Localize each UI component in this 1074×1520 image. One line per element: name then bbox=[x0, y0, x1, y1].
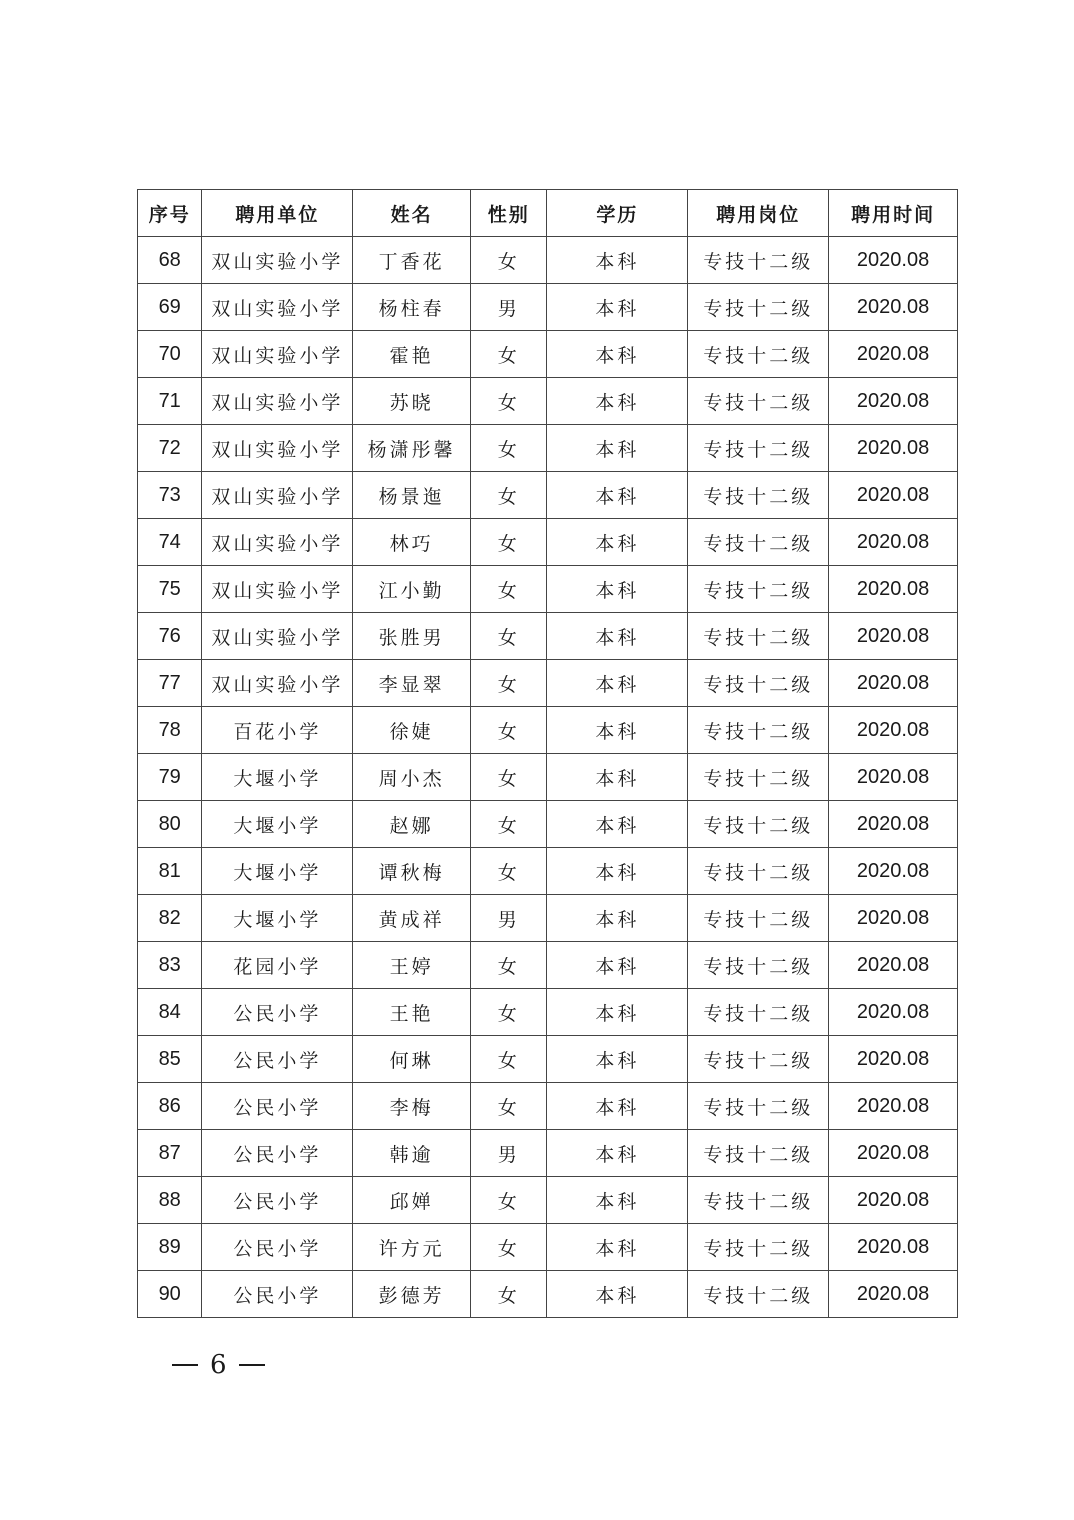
cell-hiring-unit: 双山实验小学 bbox=[202, 519, 353, 566]
cell-hiring-unit: 大堰小学 bbox=[202, 754, 353, 801]
cell-education: 本科 bbox=[547, 660, 688, 707]
cell-position: 专技十二级 bbox=[688, 237, 829, 284]
cell-position: 专技十二级 bbox=[688, 660, 829, 707]
cell-gender: 女 bbox=[471, 660, 547, 707]
table-row bbox=[138, 472, 958, 519]
cell-serial-number: 71 bbox=[138, 378, 202, 425]
cell-name: 黄成祥 bbox=[353, 895, 471, 942]
cell-hiring-time: 2020.08 bbox=[829, 1224, 958, 1271]
cell-education: 本科 bbox=[547, 284, 688, 331]
cell-gender: 女 bbox=[471, 1083, 547, 1130]
cell-position: 专技十二级 bbox=[688, 707, 829, 754]
cell-gender: 女 bbox=[471, 519, 547, 566]
cell-serial-number: 74 bbox=[138, 519, 202, 566]
cell-serial-number: 72 bbox=[138, 425, 202, 472]
table-body bbox=[138, 237, 958, 1318]
cell-hiring-time: 2020.08 bbox=[829, 1177, 958, 1224]
cell-position: 专技十二级 bbox=[688, 566, 829, 613]
cell-name: 林巧 bbox=[353, 519, 471, 566]
cell-serial-number: 85 bbox=[138, 1036, 202, 1083]
cell-serial-number: 68 bbox=[138, 237, 202, 284]
cell-education: 本科 bbox=[547, 754, 688, 801]
cell-hiring-time: 2020.08 bbox=[829, 989, 958, 1036]
cell-serial-number: 70 bbox=[138, 331, 202, 378]
cell-gender: 男 bbox=[471, 895, 547, 942]
cell-hiring-time: 2020.08 bbox=[829, 378, 958, 425]
header-education: 学历 bbox=[547, 190, 688, 237]
cell-education: 本科 bbox=[547, 1224, 688, 1271]
cell-hiring-unit: 双山实验小学 bbox=[202, 660, 353, 707]
page-number bbox=[172, 1347, 265, 1383]
cell-education: 本科 bbox=[547, 331, 688, 378]
cell-position: 专技十二级 bbox=[688, 331, 829, 378]
cell-position: 专技十二级 bbox=[688, 942, 829, 989]
cell-gender: 女 bbox=[471, 1224, 547, 1271]
cell-hiring-unit: 公民小学 bbox=[202, 989, 353, 1036]
cell-name: 丁香花 bbox=[353, 237, 471, 284]
cell-hiring-time: 2020.08 bbox=[829, 660, 958, 707]
cell-gender: 女 bbox=[471, 425, 547, 472]
cell-position: 专技十二级 bbox=[688, 801, 829, 848]
cell-hiring-unit: 双山实验小学 bbox=[202, 284, 353, 331]
cell-gender: 女 bbox=[471, 942, 547, 989]
table-row bbox=[138, 707, 958, 754]
cell-gender: 女 bbox=[471, 1271, 547, 1318]
cell-position: 专技十二级 bbox=[688, 1271, 829, 1318]
cell-name: 杨景迤 bbox=[353, 472, 471, 519]
cell-name: 杨潇彤馨 bbox=[353, 425, 471, 472]
cell-serial-number: 81 bbox=[138, 848, 202, 895]
cell-name: 许方元 bbox=[353, 1224, 471, 1271]
cell-gender: 女 bbox=[471, 237, 547, 284]
header-hiring-time: 聘用时间 bbox=[829, 190, 958, 237]
cell-position: 专技十二级 bbox=[688, 1036, 829, 1083]
cell-name: 彭德芳 bbox=[353, 1271, 471, 1318]
cell-name: 徐婕 bbox=[353, 707, 471, 754]
table-row bbox=[138, 613, 958, 660]
cell-gender: 男 bbox=[471, 1130, 547, 1177]
cell-education: 本科 bbox=[547, 1177, 688, 1224]
cell-education: 本科 bbox=[547, 613, 688, 660]
cell-name: 谭秋梅 bbox=[353, 848, 471, 895]
cell-education: 本科 bbox=[547, 848, 688, 895]
cell-position: 专技十二级 bbox=[688, 1083, 829, 1130]
cell-hiring-unit: 双山实验小学 bbox=[202, 425, 353, 472]
cell-serial-number: 80 bbox=[138, 801, 202, 848]
hiring-roster-table bbox=[137, 189, 958, 1318]
cell-name: 韩逾 bbox=[353, 1130, 471, 1177]
cell-name: 何琳 bbox=[353, 1036, 471, 1083]
cell-serial-number: 87 bbox=[138, 1130, 202, 1177]
cell-education: 本科 bbox=[547, 1083, 688, 1130]
cell-gender: 女 bbox=[471, 566, 547, 613]
cell-position: 专技十二级 bbox=[688, 1130, 829, 1177]
cell-hiring-unit: 公民小学 bbox=[202, 1130, 353, 1177]
cell-hiring-time: 2020.08 bbox=[829, 1271, 958, 1318]
cell-name: 杨柱春 bbox=[353, 284, 471, 331]
cell-name: 李梅 bbox=[353, 1083, 471, 1130]
page-number-right-dash bbox=[239, 1364, 265, 1366]
cell-serial-number: 88 bbox=[138, 1177, 202, 1224]
cell-name: 江小勤 bbox=[353, 566, 471, 613]
cell-gender: 女 bbox=[471, 613, 547, 660]
table-row bbox=[138, 284, 958, 331]
cell-hiring-time: 2020.08 bbox=[829, 425, 958, 472]
cell-hiring-unit: 公民小学 bbox=[202, 1271, 353, 1318]
cell-serial-number: 89 bbox=[138, 1224, 202, 1271]
cell-hiring-unit: 双山实验小学 bbox=[202, 613, 353, 660]
cell-education: 本科 bbox=[547, 895, 688, 942]
cell-name: 张胜男 bbox=[353, 613, 471, 660]
cell-position: 专技十二级 bbox=[688, 895, 829, 942]
cell-serial-number: 77 bbox=[138, 660, 202, 707]
cell-position: 专技十二级 bbox=[688, 284, 829, 331]
header-name: 姓名 bbox=[353, 190, 471, 237]
table-row bbox=[138, 660, 958, 707]
cell-gender: 女 bbox=[471, 754, 547, 801]
cell-hiring-time: 2020.08 bbox=[829, 707, 958, 754]
cell-gender: 女 bbox=[471, 1036, 547, 1083]
cell-hiring-unit: 大堰小学 bbox=[202, 895, 353, 942]
cell-serial-number: 78 bbox=[138, 707, 202, 754]
cell-hiring-unit: 双山实验小学 bbox=[202, 472, 353, 519]
cell-gender: 女 bbox=[471, 848, 547, 895]
cell-education: 本科 bbox=[547, 989, 688, 1036]
page-number-value: 6 bbox=[210, 1350, 227, 1380]
table-row bbox=[138, 801, 958, 848]
table-row bbox=[138, 1177, 958, 1224]
cell-name: 邱婵 bbox=[353, 1177, 471, 1224]
cell-serial-number: 73 bbox=[138, 472, 202, 519]
page-number-left-dash bbox=[172, 1364, 198, 1366]
cell-hiring-time: 2020.08 bbox=[829, 801, 958, 848]
cell-gender: 女 bbox=[471, 1177, 547, 1224]
cell-position: 专技十二级 bbox=[688, 989, 829, 1036]
cell-hiring-time: 2020.08 bbox=[829, 566, 958, 613]
cell-hiring-unit: 双山实验小学 bbox=[202, 378, 353, 425]
cell-education: 本科 bbox=[547, 1036, 688, 1083]
table-header bbox=[138, 190, 958, 237]
cell-name: 王艳 bbox=[353, 989, 471, 1036]
cell-hiring-time: 2020.08 bbox=[829, 1130, 958, 1177]
cell-position: 专技十二级 bbox=[688, 519, 829, 566]
table-row bbox=[138, 989, 958, 1036]
cell-education: 本科 bbox=[547, 378, 688, 425]
cell-serial-number: 79 bbox=[138, 754, 202, 801]
cell-position: 专技十二级 bbox=[688, 425, 829, 472]
cell-name: 李显翠 bbox=[353, 660, 471, 707]
cell-hiring-time: 2020.08 bbox=[829, 284, 958, 331]
cell-serial-number: 75 bbox=[138, 566, 202, 613]
cell-education: 本科 bbox=[547, 1130, 688, 1177]
cell-serial-number: 69 bbox=[138, 284, 202, 331]
cell-gender: 女 bbox=[471, 801, 547, 848]
cell-hiring-time: 2020.08 bbox=[829, 1083, 958, 1130]
cell-serial-number: 84 bbox=[138, 989, 202, 1036]
table-row bbox=[138, 848, 958, 895]
table-row bbox=[138, 1130, 958, 1177]
cell-serial-number: 86 bbox=[138, 1083, 202, 1130]
cell-education: 本科 bbox=[547, 1271, 688, 1318]
cell-serial-number: 82 bbox=[138, 895, 202, 942]
cell-gender: 女 bbox=[471, 707, 547, 754]
cell-hiring-time: 2020.08 bbox=[829, 942, 958, 989]
cell-position: 专技十二级 bbox=[688, 754, 829, 801]
cell-serial-number: 83 bbox=[138, 942, 202, 989]
cell-hiring-unit: 公民小学 bbox=[202, 1083, 353, 1130]
cell-serial-number: 76 bbox=[138, 613, 202, 660]
cell-hiring-unit: 双山实验小学 bbox=[202, 331, 353, 378]
table-row bbox=[138, 566, 958, 613]
table-row bbox=[138, 754, 958, 801]
table-row bbox=[138, 1083, 958, 1130]
table-row bbox=[138, 1036, 958, 1083]
cell-hiring-time: 2020.08 bbox=[829, 1036, 958, 1083]
cell-position: 专技十二级 bbox=[688, 1177, 829, 1224]
cell-gender: 女 bbox=[471, 989, 547, 1036]
cell-serial-number: 90 bbox=[138, 1271, 202, 1318]
cell-hiring-time: 2020.08 bbox=[829, 331, 958, 378]
header-hiring-unit: 聘用单位 bbox=[202, 190, 353, 237]
cell-hiring-time: 2020.08 bbox=[829, 895, 958, 942]
header-row bbox=[138, 190, 958, 237]
cell-name: 王婷 bbox=[353, 942, 471, 989]
cell-education: 本科 bbox=[547, 801, 688, 848]
cell-hiring-unit: 花园小学 bbox=[202, 942, 353, 989]
cell-hiring-unit: 公民小学 bbox=[202, 1177, 353, 1224]
cell-name: 周小杰 bbox=[353, 754, 471, 801]
cell-education: 本科 bbox=[547, 237, 688, 284]
cell-education: 本科 bbox=[547, 425, 688, 472]
cell-hiring-unit: 百花小学 bbox=[202, 707, 353, 754]
cell-position: 专技十二级 bbox=[688, 1224, 829, 1271]
cell-hiring-unit: 大堰小学 bbox=[202, 801, 353, 848]
cell-hiring-time: 2020.08 bbox=[829, 519, 958, 566]
cell-hiring-time: 2020.08 bbox=[829, 237, 958, 284]
cell-hiring-unit: 公民小学 bbox=[202, 1036, 353, 1083]
cell-education: 本科 bbox=[547, 519, 688, 566]
cell-hiring-unit: 双山实验小学 bbox=[202, 566, 353, 613]
cell-education: 本科 bbox=[547, 942, 688, 989]
cell-name: 霍艳 bbox=[353, 331, 471, 378]
table-row bbox=[138, 1271, 958, 1318]
table-row bbox=[138, 237, 958, 284]
cell-gender: 女 bbox=[471, 378, 547, 425]
cell-education: 本科 bbox=[547, 566, 688, 613]
header-position: 聘用岗位 bbox=[688, 190, 829, 237]
cell-position: 专技十二级 bbox=[688, 848, 829, 895]
cell-gender: 男 bbox=[471, 284, 547, 331]
table-row bbox=[138, 378, 958, 425]
cell-hiring-unit: 公民小学 bbox=[202, 1224, 353, 1271]
cell-hiring-time: 2020.08 bbox=[829, 613, 958, 660]
cell-hiring-time: 2020.08 bbox=[829, 472, 958, 519]
table-row bbox=[138, 425, 958, 472]
header-serial-number: 序号 bbox=[138, 190, 202, 237]
cell-education: 本科 bbox=[547, 472, 688, 519]
header-gender: 性别 bbox=[471, 190, 547, 237]
cell-education: 本科 bbox=[547, 707, 688, 754]
cell-position: 专技十二级 bbox=[688, 613, 829, 660]
table-row bbox=[138, 942, 958, 989]
cell-hiring-unit: 大堰小学 bbox=[202, 848, 353, 895]
cell-name: 苏晓 bbox=[353, 378, 471, 425]
table-row bbox=[138, 1224, 958, 1271]
cell-hiring-unit: 双山实验小学 bbox=[202, 237, 353, 284]
cell-position: 专技十二级 bbox=[688, 472, 829, 519]
cell-hiring-time: 2020.08 bbox=[829, 754, 958, 801]
cell-position: 专技十二级 bbox=[688, 378, 829, 425]
table-row bbox=[138, 519, 958, 566]
cell-name: 赵娜 bbox=[353, 801, 471, 848]
table-row bbox=[138, 895, 958, 942]
table-row bbox=[138, 331, 958, 378]
cell-hiring-time: 2020.08 bbox=[829, 848, 958, 895]
cell-gender: 女 bbox=[471, 472, 547, 519]
cell-gender: 女 bbox=[471, 331, 547, 378]
